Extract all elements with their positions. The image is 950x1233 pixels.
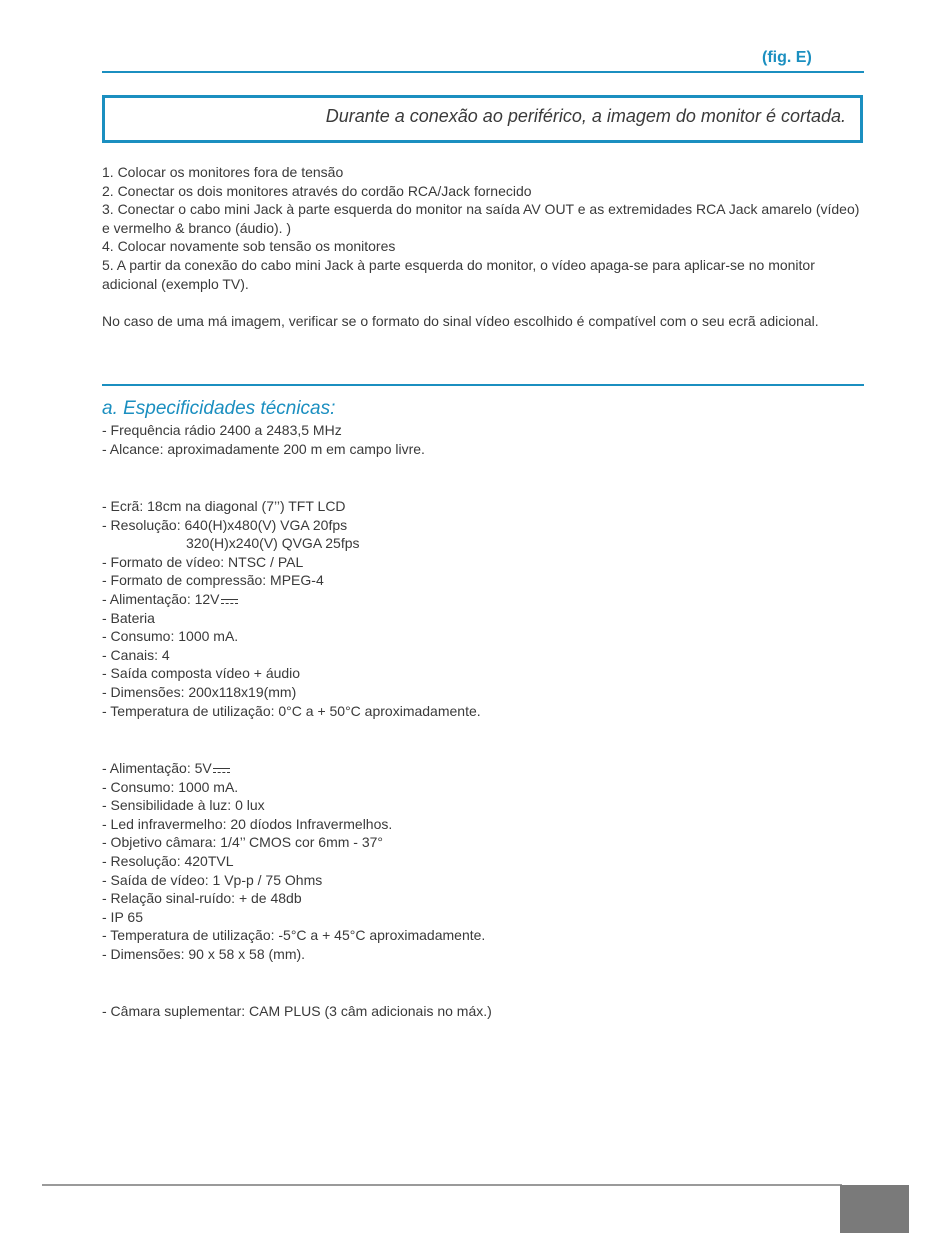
spec-item: - IP 65: [102, 908, 143, 925]
dc-symbol-icon: [213, 768, 230, 775]
step-item: 4. Colocar novamente sob tensão os monitores: [102, 238, 396, 255]
spec-item: [102, 759, 485, 778]
spec-item: - Frequência rádio 2400 a 2483,5 MHz: [102, 422, 342, 438]
monitor-specs: [102, 497, 481, 720]
step-item: 3. Conectar o cabo mini Jack à parte esquerda do monitor na saída AV OUT e as extremidades RCA Jack amarelo (vídeo) e vermelho & branco (áudio). ): [102, 201, 860, 236]
spec-item: [102, 590, 481, 609]
figure-label: (fig. E): [762, 49, 812, 66]
camera-specs: [102, 759, 485, 964]
spec-item: - Dimensões: 200x118x19(mm): [102, 683, 297, 700]
step-item: 5. A partir da conexão do cabo mini Jack à parte esquerda do monitor, o vídeo apaga-se para aplicar-se no monitor adicional (exemplo TV).: [102, 256, 815, 292]
spec-item: - Temperatura de utilização: 0°C a + 50°C aproximadamente.: [102, 702, 481, 719]
radio-specs: [102, 421, 425, 458]
spec-item: - Led infravermelho: 20 díodos Infravermelhos.: [102, 815, 393, 832]
spec-item: - Sensibilidade à luz: 0 lux: [102, 797, 265, 814]
spec-item: - Resolução: 420TVL: [102, 852, 234, 869]
step-item: 1. Colocar os monitores fora de tensão: [102, 164, 344, 180]
spec-item: 320(H)x240(V) QVGA 25fps: [186, 535, 360, 552]
spec-item: - Câmara suplementar: CAM PLUS (3 câm adicionais no máx.): [102, 1003, 492, 1019]
spec-item: - Objetivo câmara: 1/4’’ CMOS cor 6mm - 37°: [102, 834, 384, 851]
notice-box: [102, 95, 863, 143]
spec-text: - Alimentação: 5V: [102, 760, 212, 776]
spec-text: - Alimentação: 12V: [102, 590, 220, 607]
spec-item: - Resolução: 640(H)x480(V) VGA 20fps: [102, 516, 348, 533]
spec-item: - Saída composta vídeo + áudio: [102, 665, 301, 682]
connection-steps: [102, 163, 866, 293]
spec-item: - Saída de vídeo: 1 Vp-p / 75 Ohms: [102, 871, 323, 888]
spec-item: - Formato de vídeo: NTSC / PAL: [102, 553, 304, 570]
image-quality-note: No caso de uma má imagem, verificar se o formato do sinal vídeo escolhido é compatível com o seu ecrã adicional.: [102, 313, 819, 329]
step-item: 2. Conectar os dois monitores através do cordão RCA/Jack fornecido: [102, 182, 532, 199]
spec-item: - Ecrã: 18cm na diagonal (7’’) TFT LCD: [102, 498, 346, 514]
section-title: a. Especificidades técnicas:: [102, 398, 336, 419]
notice-text: Durante a conexão ao periférico, a imagem do monitor é cortada.: [325, 106, 846, 126]
spec-item: - Dimensões: 90 x 58 x 58 (mm).: [102, 945, 306, 962]
dc-symbol-icon: [221, 599, 238, 606]
spec-item: - Bateria: [102, 609, 155, 626]
section-divider: [102, 384, 864, 386]
top-divider: [102, 71, 864, 73]
spec-item: - Alcance: aproximadamente 200 m em campo livre.: [102, 440, 425, 457]
spec-item: - Consumo: 1000 mA.: [102, 778, 239, 795]
footer-page-block: [840, 1185, 909, 1233]
spec-item: - Relação sinal-ruído: + de 48db: [102, 890, 302, 907]
spec-item: - Temperatura de utilização: -5°C a + 45°C aproximadamente.: [102, 927, 486, 944]
spec-item: - Consumo: 1000 mA.: [102, 628, 239, 645]
spec-item: - Formato de compressão: MPEG-4: [102, 572, 324, 589]
extra-specs: [102, 1002, 492, 1021]
spec-item: - Canais: 4: [102, 646, 170, 663]
footer-divider: [42, 1184, 842, 1186]
